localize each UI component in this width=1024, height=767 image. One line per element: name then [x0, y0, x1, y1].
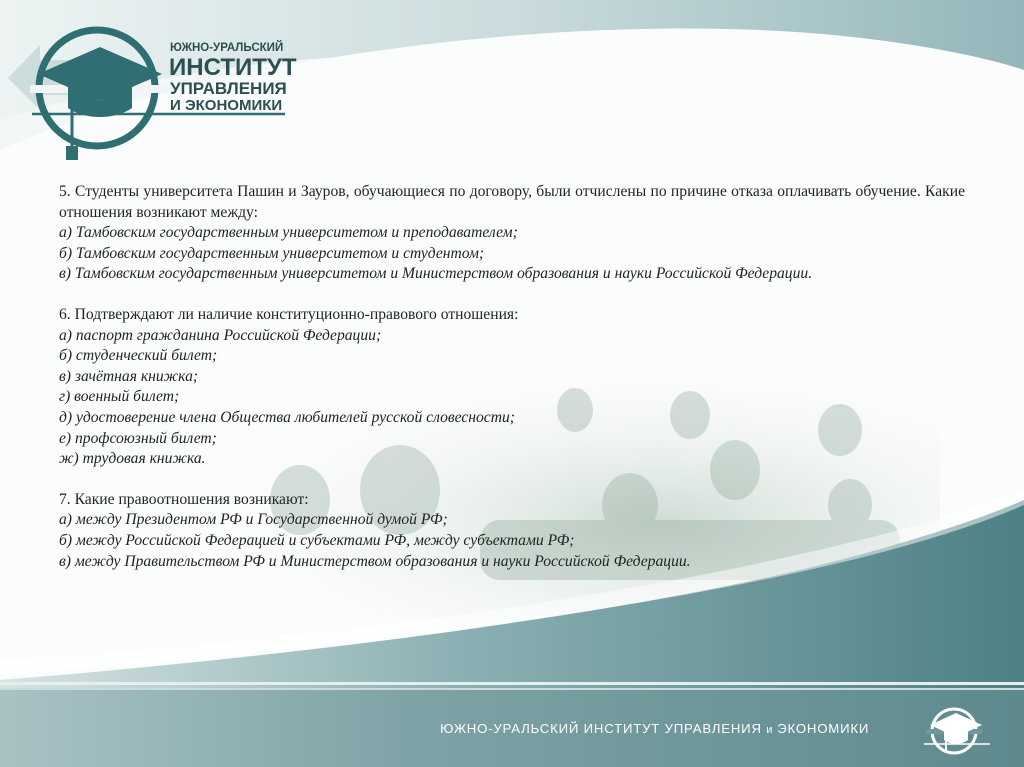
logo-line-3: УПРАВЛЕНИЯ: [170, 79, 287, 98]
question-5-text: 5. Студенты университета Пашин и Зауров, обучающиеся по договору, были отчислены по причине отказа оплачивать обучение. Какие отношения возникают между:: [59, 183, 965, 221]
question-6-option-a: а) паспорт гражданина Российской Федерации;: [59, 326, 382, 344]
question-6-option-g: ж) трудовая книжка.: [59, 450, 206, 468]
question-7-option-c: в) между Правительством РФ и Министерством образования и науки Российской Федерации.: [59, 552, 691, 570]
question-block-6: [59, 305, 965, 470]
question-6-text: 6. Подтверждают ли наличие конституционно-правового отношения:: [59, 305, 519, 323]
slide-content: [59, 182, 965, 572]
footer-text-part-2: и: [766, 724, 773, 736]
footer-text-part-3: ЭКОНОМИКИ: [772, 721, 870, 736]
footer-institute-name: [440, 721, 869, 736]
question-7-option-b: б) между Российской Федерацией и субъектами РФ, между субъектами РФ;: [59, 531, 575, 549]
question-7-option-a: а) между Президентом РФ и Государственной думой РФ;: [59, 511, 448, 529]
question-6-option-f: е) профсоюзный билет;: [59, 429, 217, 447]
question-6-option-b: б) студенческий билет;: [59, 347, 218, 365]
question-6-option-d: г) военный билет;: [59, 388, 180, 406]
question-block-5: [59, 182, 965, 285]
footer-text-part-1: ЮЖНО-УРАЛЬСКИЙ ИНСТИТУТ УПРАВЛЕНИЯ: [440, 721, 767, 736]
question-block-7: [59, 490, 965, 572]
question-5-option-c: в) Тамбовским государственным университетом и Министерством образования и науки Российской Федерации.: [59, 265, 813, 283]
logo-line-4: И ЭКОНОМИКИ: [170, 97, 283, 114]
question-5-option-b: б) Тамбовским государственным университетом и студентом;: [59, 244, 485, 262]
question-7-text: 7. Какие правоотношения возникают:: [59, 490, 309, 508]
footer-graduation-cap-icon: [918, 699, 998, 759]
logo-line-1: ЮЖНО-УРАЛЬСКИЙ: [170, 42, 284, 54]
question-6-option-e: д) удостоверение члена Общества любителей русской словесности;: [59, 408, 515, 426]
question-5-option-a: а) Тамбовским государственным университетом и преподавателем;: [59, 224, 518, 242]
institute-logo: [0, 0, 300, 170]
logo-line-2: ИНСТИТУТ: [169, 54, 297, 81]
question-6-option-c: в) зачётная книжка;: [59, 367, 199, 385]
